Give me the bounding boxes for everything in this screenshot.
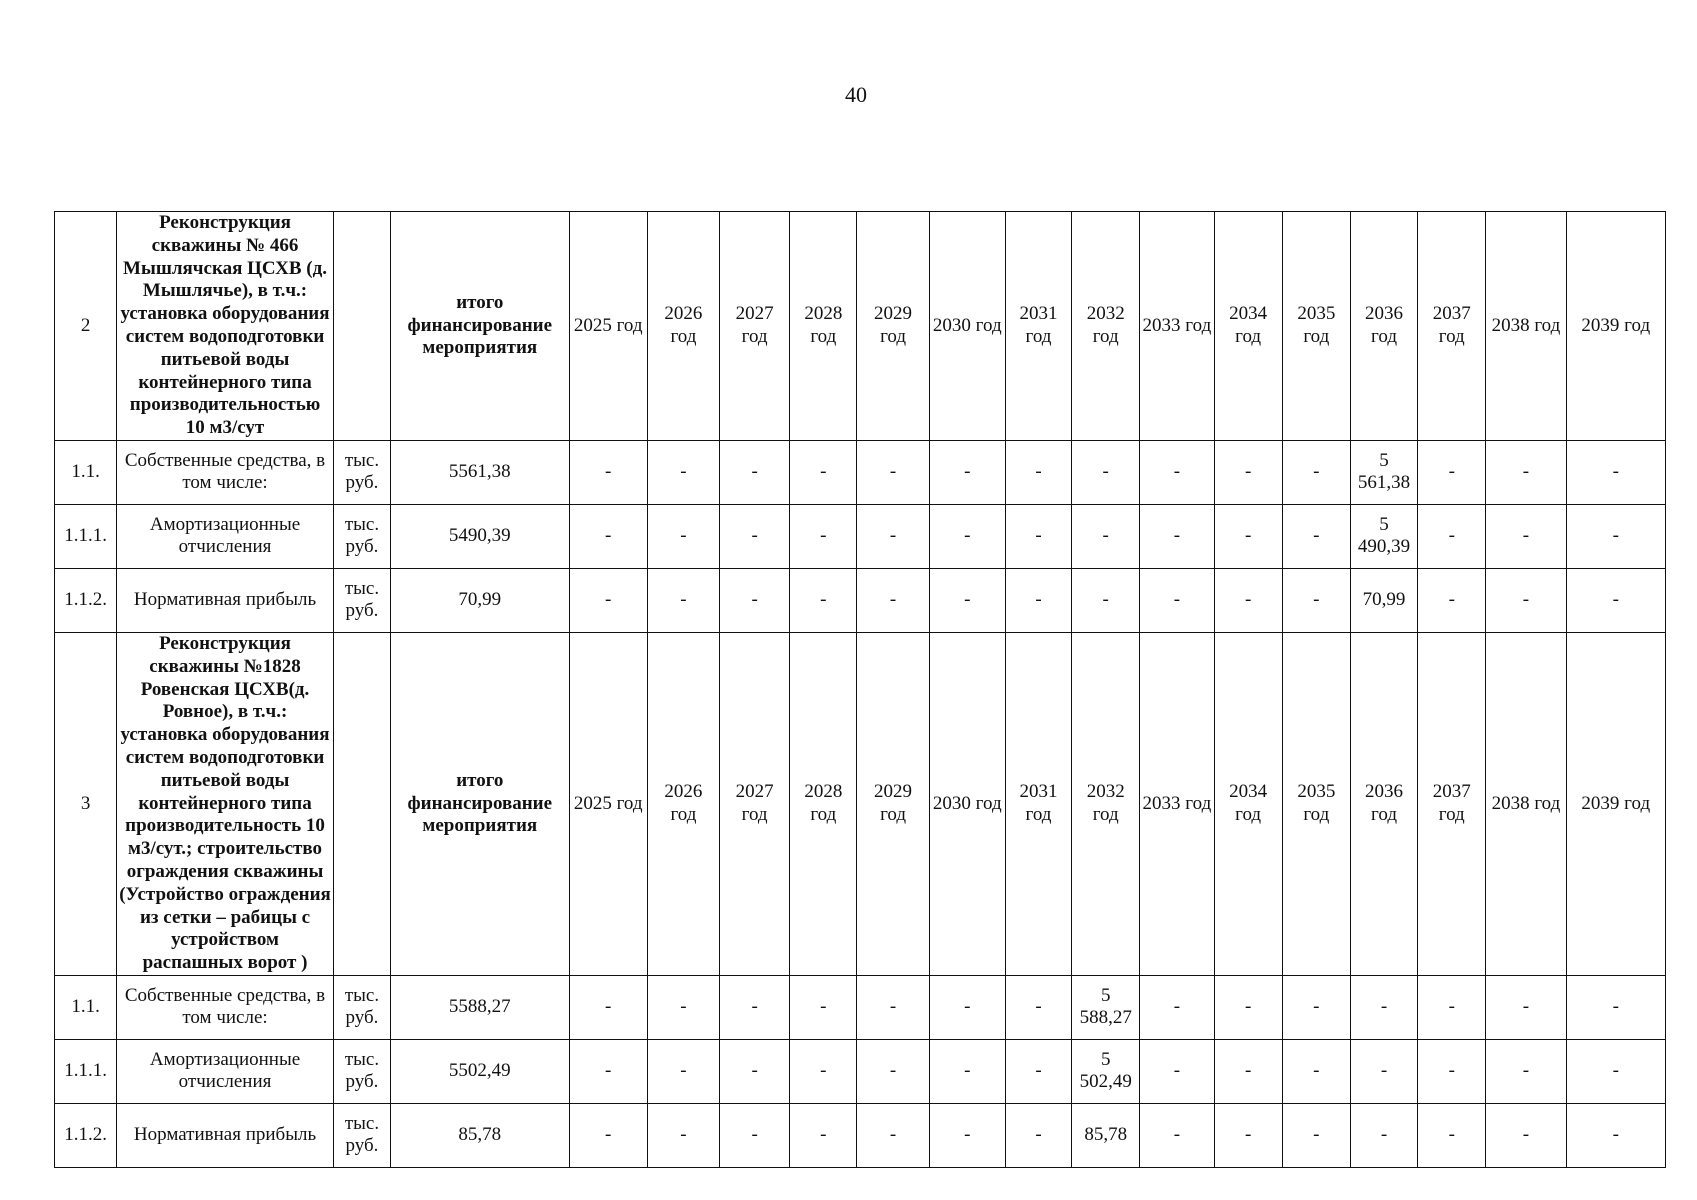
year-value: - — [1486, 568, 1566, 632]
year-value: - — [569, 975, 647, 1039]
year-value: - — [1005, 504, 1071, 568]
year-value: - — [1486, 504, 1566, 568]
row-total: 5588,27 — [391, 975, 570, 1039]
total-financing-label: итого финансирование мероприятия — [391, 212, 570, 441]
year-value: - — [1140, 1103, 1214, 1167]
year-header: 2036 год — [1350, 632, 1417, 975]
year-header: 2039 год — [1566, 632, 1665, 975]
year-value: 5 588,27 — [1072, 975, 1140, 1039]
year-value: - — [1566, 1039, 1665, 1103]
year-value: - — [1214, 975, 1282, 1039]
year-header: 2029 год — [857, 632, 929, 975]
row-label: Собственные средства, в том числе: — [117, 975, 334, 1039]
year-value: 5 561,38 — [1350, 440, 1417, 504]
year-value: - — [1418, 568, 1486, 632]
year-value: - — [1214, 1103, 1282, 1167]
row-unit: тыс. руб. — [333, 1039, 390, 1103]
year-header: 2027 год — [720, 212, 790, 441]
year-value: - — [790, 568, 857, 632]
year-value: - — [1005, 1039, 1071, 1103]
year-value: - — [790, 1039, 857, 1103]
year-value: - — [1350, 1103, 1417, 1167]
row-unit: тыс. руб. — [333, 440, 390, 504]
year-value: - — [647, 568, 719, 632]
year-value: - — [1214, 504, 1282, 568]
year-value: - — [857, 440, 929, 504]
year-value: - — [1282, 440, 1350, 504]
year-value: - — [1418, 504, 1486, 568]
row-total: 85,78 — [391, 1103, 570, 1167]
year-header: 2027 год — [720, 632, 790, 975]
year-value: - — [929, 440, 1005, 504]
year-value: - — [1566, 1103, 1665, 1167]
year-value: - — [857, 1039, 929, 1103]
year-value: - — [1282, 1103, 1350, 1167]
year-value: - — [929, 975, 1005, 1039]
year-value: - — [1072, 504, 1140, 568]
year-value: - — [1418, 1039, 1486, 1103]
section-header-row — [55, 212, 1666, 441]
year-value: - — [647, 1103, 719, 1167]
year-header: 2026 год — [647, 632, 719, 975]
year-header: 2033 год — [1140, 632, 1214, 975]
year-value: - — [1282, 504, 1350, 568]
year-value: - — [569, 1103, 647, 1167]
row-number: 1.1.2. — [55, 568, 117, 632]
year-header: 2034 год — [1214, 632, 1282, 975]
year-value: 70,99 — [1350, 568, 1417, 632]
year-header: 2025 год — [569, 212, 647, 441]
year-value: - — [720, 1039, 790, 1103]
year-value: - — [1214, 1039, 1282, 1103]
year-header: 2035 год — [1282, 632, 1350, 975]
row-total: 70,99 — [391, 568, 570, 632]
year-value: - — [1418, 440, 1486, 504]
year-header: 2039 год — [1566, 212, 1665, 441]
row-number: 1.1.1. — [55, 504, 117, 568]
row-label: Амортизационные отчисления — [117, 1039, 334, 1103]
year-value: - — [857, 568, 929, 632]
year-value: - — [1350, 1039, 1417, 1103]
year-header: 2038 год — [1486, 212, 1566, 441]
row-number: 1.1. — [55, 440, 117, 504]
year-value: - — [1005, 568, 1071, 632]
year-value: - — [1140, 1039, 1214, 1103]
row-number: 1.1.1. — [55, 1039, 117, 1103]
year-value: - — [1486, 1103, 1566, 1167]
row-total: 5490,39 — [391, 504, 570, 568]
financing-table — [54, 211, 1666, 1168]
year-value: - — [1566, 440, 1665, 504]
year-header: 2037 год — [1418, 212, 1486, 441]
year-value: - — [1486, 440, 1566, 504]
year-value: - — [857, 504, 929, 568]
year-value: - — [647, 504, 719, 568]
year-value: - — [790, 440, 857, 504]
year-header: 2028 год — [790, 632, 857, 975]
section-description: Реконструкция скважины №1828 Ровенская ЦСХВ(д. Ровное), в т.ч.: установка оборудования систем водоподготовки питьевой воды контейнерного типа производительность 10 м3/сут.; строительство ограждения скважины (Устройство ограждения из сетки – рабицы с устройством распашных ворот ) — [117, 632, 334, 975]
year-value: - — [1418, 975, 1486, 1039]
total-financing-label: итого финансирование мероприятия — [391, 632, 570, 975]
year-value: - — [1418, 1103, 1486, 1167]
year-value: - — [790, 504, 857, 568]
year-value: - — [647, 1039, 719, 1103]
table-row — [55, 1103, 1666, 1167]
year-header: 2029 год — [857, 212, 929, 441]
year-value: - — [720, 504, 790, 568]
year-value: - — [1282, 568, 1350, 632]
table-row — [55, 1039, 1666, 1103]
year-header: 2032 год — [1072, 212, 1140, 441]
row-total: 5502,49 — [391, 1039, 570, 1103]
year-value: - — [569, 440, 647, 504]
year-value: - — [1350, 975, 1417, 1039]
year-header: 2028 год — [790, 212, 857, 441]
row-unit: тыс. руб. — [333, 568, 390, 632]
row-label: Амортизационные отчисления — [117, 504, 334, 568]
row-unit: тыс. руб. — [333, 504, 390, 568]
year-value: - — [1005, 975, 1071, 1039]
row-number: 1.1.2. — [55, 1103, 117, 1167]
row-label: Собственные средства, в том числе: — [117, 440, 334, 504]
year-header: 2025 год — [569, 632, 647, 975]
year-header: 2035 год — [1282, 212, 1350, 441]
row-number: 1.1. — [55, 975, 117, 1039]
year-value: - — [790, 1103, 857, 1167]
section-header-row — [55, 632, 1666, 975]
row-label: Нормативная прибыль — [117, 1103, 334, 1167]
year-value: - — [1282, 1039, 1350, 1103]
year-value: - — [1214, 440, 1282, 504]
year-value: - — [1140, 975, 1214, 1039]
year-value: 5 502,49 — [1072, 1039, 1140, 1103]
table-row — [55, 975, 1666, 1039]
year-value: 5 490,39 — [1350, 504, 1417, 568]
year-value: - — [1282, 975, 1350, 1039]
year-value: - — [1140, 504, 1214, 568]
year-value: - — [1005, 1103, 1071, 1167]
year-header: 2036 год — [1350, 212, 1417, 441]
table-row — [55, 440, 1666, 504]
year-value: 85,78 — [1072, 1103, 1140, 1167]
year-value: - — [1140, 568, 1214, 632]
year-header: 2026 год — [647, 212, 719, 441]
row-unit: тыс. руб. — [333, 975, 390, 1039]
year-value: - — [929, 1103, 1005, 1167]
year-value: - — [790, 975, 857, 1039]
year-value: - — [1486, 1039, 1566, 1103]
year-value: - — [720, 568, 790, 632]
year-value: - — [1005, 440, 1071, 504]
section-description: Реконструкция скважины № 466 Мышлячская ЦСХВ (д. Мышлячье), в т.ч.: установка оборудования систем водоподготовки питьевой воды контейнерного типа производительностью 10 м3/сут — [117, 212, 334, 441]
year-value: - — [1566, 568, 1665, 632]
year-value: - — [647, 440, 719, 504]
year-header: 2030 год — [929, 212, 1005, 441]
year-header: 2032 год — [1072, 632, 1140, 975]
year-value: - — [1566, 975, 1665, 1039]
year-value: - — [1072, 568, 1140, 632]
unit-cell-empty — [333, 632, 390, 975]
year-value: - — [720, 975, 790, 1039]
year-value: - — [647, 975, 719, 1039]
year-value: - — [929, 568, 1005, 632]
year-header: 2030 год — [929, 632, 1005, 975]
year-header: 2037 год — [1418, 632, 1486, 975]
year-value: - — [1072, 440, 1140, 504]
table-row — [55, 568, 1666, 632]
year-header: 2031 год — [1005, 212, 1071, 441]
row-total: 5561,38 — [391, 440, 570, 504]
year-value: - — [1214, 568, 1282, 632]
year-header: 2033 год — [1140, 212, 1214, 441]
year-value: - — [857, 975, 929, 1039]
year-value: - — [569, 1039, 647, 1103]
year-header: 2034 год — [1214, 212, 1282, 441]
year-value: - — [1140, 440, 1214, 504]
section-number: 2 — [55, 212, 117, 441]
unit-cell-empty — [333, 212, 390, 441]
table-row — [55, 504, 1666, 568]
year-value: - — [929, 504, 1005, 568]
page-number: 40 — [845, 82, 867, 107]
row-label: Нормативная прибыль — [117, 568, 334, 632]
year-header: 2031 год — [1005, 632, 1071, 975]
year-value: - — [857, 1103, 929, 1167]
year-value: - — [1486, 975, 1566, 1039]
section-number: 3 — [55, 632, 117, 975]
year-header: 2038 год — [1486, 632, 1566, 975]
row-unit: тыс. руб. — [333, 1103, 390, 1167]
year-value: - — [720, 1103, 790, 1167]
year-value: - — [569, 504, 647, 568]
year-value: - — [1566, 504, 1665, 568]
year-value: - — [720, 440, 790, 504]
year-value: - — [929, 1039, 1005, 1103]
year-value: - — [569, 568, 647, 632]
